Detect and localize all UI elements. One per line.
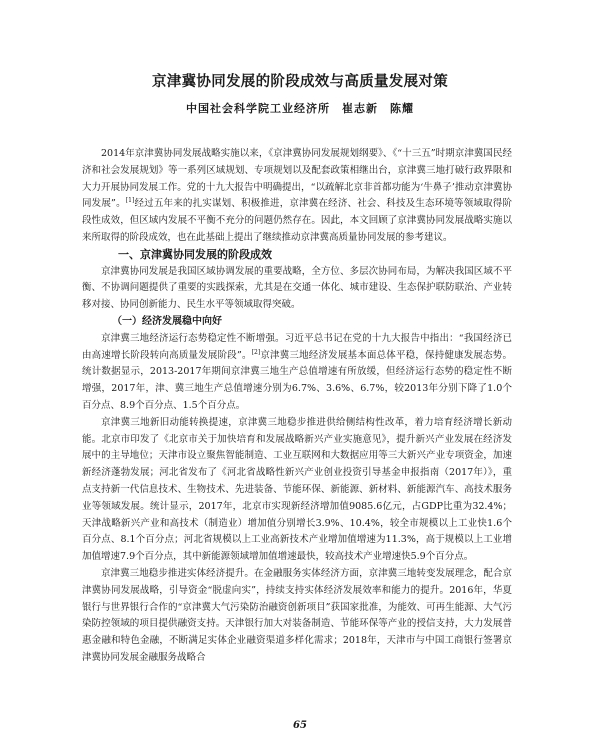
intro-paragraph bbox=[82, 146, 512, 247]
subsection-1-heading: （一）经济发展稳中向好 bbox=[112, 315, 222, 327]
citation-1: [1] bbox=[125, 197, 135, 205]
para1a-text: 京津冀三地经济运行态势稳定性不断增强。习近平总书记在党的十九大报告中指出：“我国经济已由高速增长阶段转向高质量发展阶段”。 bbox=[82, 332, 512, 361]
section-1-heading: 一、京津冀协同发展的阶段成效 bbox=[118, 247, 272, 261]
authors-line: 中国社会科学院工业经济所 崔志新 陈耀 bbox=[186, 102, 414, 115]
page-title: 京津冀协同发展的阶段成效与高质量发展对策 bbox=[152, 73, 448, 90]
page-number: 65 bbox=[293, 720, 307, 731]
intro-text: 2014年京津冀协同发展战略实施以来，《京津冀协同发展规划纲要》、《“十三五”时期京津冀国民经济和社会发展规划》等一系列区域规划、专项规划以及配套政策相继出台，京津冀三地打破行政界限和大力开展协同发展工作。党的十九大报告中明确提出，“以疏解北京非首都功能为‘牛鼻子’推动京津冀协同发展”。 bbox=[82, 148, 512, 210]
subsection-1-paragraph-3: 京津冀三地稳步推进实体经济提升。在金融服务实体经济方面，京津冀三地转变发展理念，配合京津冀协同发展战略，引导资金“脱虚向实”，持续支持实体经济发展效率和能力的提升。2016年，华夏银行与世界银行合作的“京津冀大气污染防治融资创新项目”获国家批准，为能效、可再生能源、大气污染防控领域的项目提供融资支持。天津银行加大对装备制造、节能环保等产业的授信支持，大力发展普惠金融和特色金融，不断满足实体企业融资渠道多样化需求；2018年，天津市与中国工商银行签署京津冀协同发展金融服务战略合 bbox=[82, 567, 512, 663]
article-body bbox=[82, 146, 512, 667]
citation-2: [2] bbox=[251, 348, 261, 356]
subsection-1-paragraph-1 bbox=[82, 331, 512, 415]
section-1-paragraph: 京津冀协同发展是我国区域协调发展的重要战略，全方位、多层次协同布局，为解决我国区域不平衡、不协调问题提供了重要的实践探索，尤其是在交通一体化、城市建设、生态保护联防联治、产业转移对接、协同创新能力、民生水平等领域取得突破。 bbox=[82, 265, 512, 311]
para1b-text: 京津冀三地经济发展基本面总体平稳，保持健康发展态势。统计数据显示，2013-2017年期间京津冀三地生产总值增速有所放缓，但经济运行态势的稳定性不断增强，2017年，津、冀三地生产总值增速分别为6.7%、3.6%、6.7%，较2013年分别下降了1.0个百分点、8.9个百分点、1.5个百分点。 bbox=[82, 349, 512, 411]
intro-text-2: 经过五年来的扎实谋划、积极推进，京津冀在经济、社会、科技及生态环境等领域取得阶段性成效，但区域内发展不平衡不充分的问题仍然存在。因此，本文回顾了京津冀协同发展战略实施以来所取得的阶段成效，也在此基础上提出了继续推动京津冀高质量协同发展的参考建议。 bbox=[82, 198, 512, 243]
subsection-1-paragraph-2: 京津冀三地新旧动能转换提速，京津冀三地稳步推进供给侧结构性改革，着力培育经济增长新动能。北京市印发了《北京市关于加快培育和发展战略新兴产业实施意见》，提升新兴产业发展在经济发展中的主导地位；天津市设立聚焦智能制造、工业互联网和大数据应用等三大新兴产业专项资金，加速新经济蓬勃发展；河北省发布了《河北省战略性新兴产业创业投资引导基金申报指南（2017年）》，重点支持新一代信息技术、生物技术、先进装备、节能环保、新能源、新材料、新能源汽车、高技术服务业等领域发展。统计显示，2017年，北京市实现新经济增加值9085.6亿元，占GDP比重为32.4%；天津战略新兴产业和高技术（制造业）增加值分别增长3.9%、10.4%，较全市规模以上工业快1.6个百分点、8.1个百分点；河北省规模以上工业高新技术产业增加值增速为11.3%，高于规模以上工业增加值增速7.9个百分点，其中新能源领域增加值增速最快，较高技术产业增速快5.9个百分点。 bbox=[82, 416, 512, 563]
